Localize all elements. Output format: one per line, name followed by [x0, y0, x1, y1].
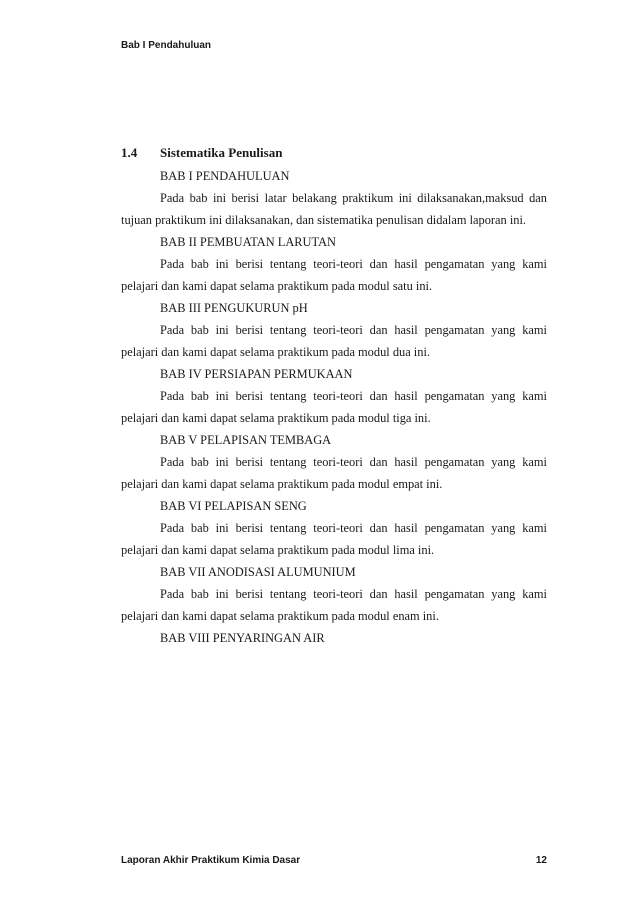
chapter-title: BAB VI PELAPISAN SENG — [160, 499, 307, 513]
footer-report-title: Laporan Akhir Praktikum Kimia Dasar — [121, 855, 301, 866]
chapter-description: Pada bab ini berisi tentang teori-teori dan hasil pengamatan yang kami pelajari dan kami dapat selama praktikum pada modul lima ini. — [121, 521, 547, 557]
section-title: Sistematika Penulisan — [160, 145, 283, 160]
section-number: 1.4 — [121, 145, 138, 160]
page-number: 12 — [535, 855, 547, 866]
page-footer — [121, 855, 547, 866]
chapter-title: BAB VIII PENYARINGAN AIR — [160, 631, 325, 645]
chapter-title: BAB V PELAPISAN TEMBAGA — [160, 433, 332, 447]
chapter-title: BAB I PENDAHULUAN — [160, 169, 290, 183]
chapter-list — [121, 165, 547, 649]
chapter-title: BAB VII ANODISASI ALUMUNIUM — [160, 565, 356, 579]
section-heading — [121, 145, 282, 161]
chapter-title: BAB II PEMBUATAN LARUTAN — [160, 235, 336, 249]
chapter-description: Pada bab ini berisi tentang teori-teori dan hasil pengamatan yang kami pelajari dan kami dapat selama praktikum pada modul satu ini. — [121, 257, 547, 293]
chapter-description: Pada bab ini berisi tentang teori-teori dan hasil pengamatan yang kami pelajari dan kami dapat selama praktikum pada modul dua ini. — [121, 323, 547, 359]
running-header: Bab I Pendahuluan — [121, 40, 212, 51]
chapter-description: Pada bab ini berisi latar belakang praktikum ini dilaksanakan,maksud dan tujuan praktikum ini dilaksanakan, dan sistematika penulisan didalam laporan ini. — [121, 191, 547, 227]
chapter-description: Pada bab ini berisi tentang teori-teori dan hasil pengamatan yang kami pelajari dan kami dapat selama praktikum pada modul empat ini. — [121, 455, 547, 491]
chapter-description: Pada bab ini berisi tentang teori-teori dan hasil pengamatan yang kami pelajari dan kami dapat selama praktikum pada modul enam ini. — [121, 587, 547, 623]
chapter-title: BAB III PENGUKURUN pH — [160, 301, 308, 315]
chapter-description: Pada bab ini berisi tentang teori-teori dan hasil pengamatan yang kami pelajari dan kami dapat selama praktikum pada modul tiga ini. — [121, 389, 547, 425]
chapter-title: BAB IV PERSIAPAN PERMUKAAN — [160, 367, 353, 381]
